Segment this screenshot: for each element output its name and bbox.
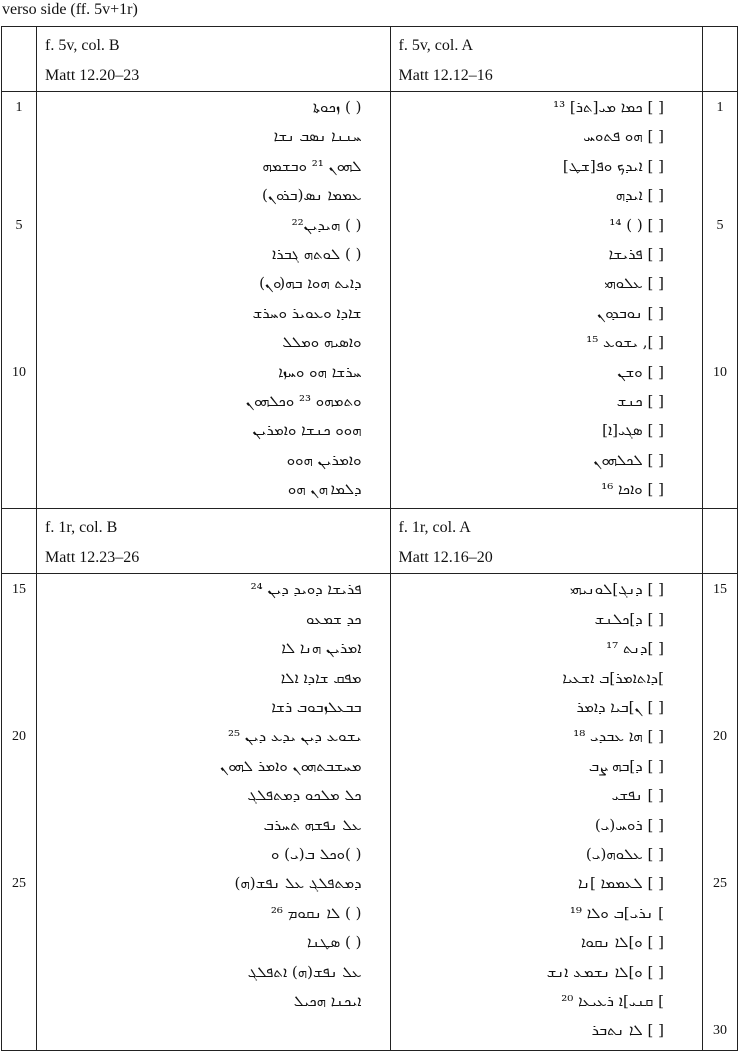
line-number: 1 — [15, 100, 23, 115]
passage-label: Matt 12.20–23 — [45, 67, 140, 84]
line-number: 25 — [12, 876, 27, 892]
folio-label: f. 1r, col. B — [45, 519, 118, 537]
manuscript-line: ܘܐܣܝܗ ܘܡܠܠ — [282, 333, 362, 352]
manuscript-line: ܥܡܡܐ ܢܣ(ܒܪܘܢ) — [261, 186, 362, 205]
manuscript-line: ܥܠ ܢܦܫܗ ܬܚܪܒ — [263, 815, 362, 834]
manuscript-line: ܘܬܡܗܘ ²³ ܘܟܠܗܘܢ — [245, 391, 362, 410]
manuscript-line: ¹⁸ ܗܐ ܥܒܕܝ [ ] — [573, 727, 664, 746]
line-number: 20 — [712, 729, 727, 745]
line-number — [703, 693, 737, 722]
line-number — [703, 240, 737, 269]
manuscript-line: ²⁰ ܩܢܝ]ܐ ܪܥܝܥܐ [ — [561, 991, 664, 1010]
passage-label: Matt 12.12–16 — [398, 67, 493, 84]
line-number — [2, 122, 36, 151]
manuscript-line: ܦܪܝܫܐ [ ] — [608, 244, 664, 263]
manuscript-line: ܕܠܡܐ ܗܢ ܗܘ — [287, 480, 362, 499]
manuscript-line: ²⁵ ܝܫܘܥ ܕܝܢ ܝܕܥ ܕܝܢ — [228, 727, 362, 746]
manuscript-line: ܟܕ ܫܡܥܘ — [306, 609, 362, 628]
manuscript-line: ܠܥܡܡܐ ]ܢܐ [ ] — [578, 874, 664, 893]
manuscript-line: ²²ܗܝܕܝܢ ( ) — [291, 215, 362, 234]
manuscript-line: ܘܐܡܪܝܢ ܗܘܘ — [286, 450, 362, 469]
manuscript-line: ܟܢܫ [ ] — [616, 391, 664, 410]
line-number: 1 — [716, 100, 724, 115]
line-number — [2, 958, 36, 987]
manuscript-line: ²⁴ ܦܪܝܫܐ ܕܘܝܕ ܕܝܢ — [250, 580, 362, 599]
manuscript-line: ܘܫܢ [ ] — [617, 362, 664, 381]
line-number — [703, 475, 737, 504]
colA-header-top — [390, 27, 702, 92]
colB-header-top — [37, 27, 390, 92]
manuscript-line: ܟܠ ܡܠܟܘ ܕܡܬܦܠܓ — [247, 786, 362, 805]
manuscript-line: ܠܐ ܢܬܒܪ [ ] — [591, 1021, 664, 1040]
passage-label: Matt 12.16–20 — [398, 549, 493, 567]
line-number — [703, 605, 737, 634]
manuscript-line: ¹⁹ ܢܪܝ]ܒ ܘܠܐ [ — [569, 903, 664, 922]
line-number — [703, 987, 737, 1016]
colA-header-bottom — [390, 509, 702, 574]
colB-text-top — [37, 92, 390, 509]
line-number — [2, 152, 36, 181]
manuscript-line: ܐܝܟܢܐ ܗܟܝܠ — [293, 991, 362, 1010]
linenum-header-right — [702, 27, 737, 92]
line-number — [703, 752, 737, 781]
header-row-top — [2, 27, 738, 92]
colB-text-bottom — [37, 574, 390, 1050]
manuscript-line: ܥܠܘܗܝ [ ] — [604, 274, 664, 293]
line-number — [2, 899, 36, 928]
line-number — [2, 840, 36, 869]
line-number — [2, 328, 36, 357]
manuscript-line: ܢܘܒܕܘܢ [ ] — [597, 303, 664, 322]
manuscript-line: ²⁶ ܠܐ ܢܩܘܡ ( ) — [270, 903, 362, 922]
page-caption: verso side (ff. 5v+1r) — [2, 1, 138, 18]
manuscript-line: ܟܡܐ ܡܝ[ܬܪ] ¹³ [ ] — [553, 98, 664, 116]
manuscript-line: ܥܠ ܢܦܫ(ܗ) ܐܬܦܠܓ — [247, 962, 362, 981]
line-number — [2, 693, 36, 722]
manuscript-line: ܠܘܬܗ ܓܒܪܐ ( ) — [272, 244, 362, 263]
line-number — [2, 181, 36, 210]
line-number — [703, 152, 737, 181]
manuscript-line: ܠܟܠܗܘܢ [ ] — [593, 450, 664, 469]
line-number — [2, 446, 36, 475]
line-number: 15 — [712, 582, 727, 598]
linenum-header-left — [2, 509, 37, 574]
manuscript-line: ¹⁶ ܘܐܟܐ [ ] — [601, 480, 664, 499]
line-number: 20 — [12, 729, 27, 745]
line-number: 15 — [12, 582, 27, 598]
line-number — [703, 958, 737, 987]
manuscript-line: ܕܡܬܦܠܓ ܥܠ ܢܦܫ(ܗ) — [234, 874, 362, 893]
manuscript-line: ܥܠܘܗ(ܝ) [ ] — [585, 844, 664, 863]
line-number — [2, 475, 36, 504]
line-number — [2, 811, 36, 840]
folio-label: f. 5v, col. B — [45, 37, 120, 54]
manuscript-line: ܪܘܚ(ܝ) [ ] — [594, 815, 664, 834]
body-row-bottom — [2, 574, 738, 1050]
line-number: 30 — [712, 1023, 727, 1039]
manuscript-line: ܐܝܕܗ [ ] — [615, 186, 664, 205]
line-number — [703, 840, 737, 869]
manuscript-line: ܐܡܪܝܢ ܗܢܐ ܠܐ — [281, 639, 362, 658]
line-number — [703, 387, 737, 416]
line-number — [703, 299, 737, 328]
manuscript-line: ¹⁴ ( ) [ ] — [609, 215, 664, 234]
manuscript-line: ܙܟܘܬܐ ( ) — [312, 98, 362, 116]
passage-label: Matt 12.23–26 — [45, 549, 140, 567]
line-number: 5 — [716, 217, 724, 233]
line-number — [703, 928, 737, 957]
line-numbers-right — [702, 92, 737, 509]
line-number — [2, 634, 36, 663]
manuscript-line: ܕ]ܒܗ ܨܒ [ ] — [588, 756, 664, 775]
line-number — [2, 387, 36, 416]
manuscript-line: ܘܟܠ ܒ(ܝ) ܘ( ) — [271, 844, 362, 863]
line-number: 10 — [12, 364, 27, 380]
folio-label: f. 1r, col. A — [398, 519, 471, 537]
line-number — [703, 811, 737, 840]
manuscript-line: ܚܪܫܐ ܗܘ ܘܚܙܐ — [278, 362, 362, 381]
line-number — [2, 299, 36, 328]
manuscript-table — [1, 26, 738, 1051]
line-numbers-left — [2, 92, 37, 509]
manuscript-line: ܐܝܕܟ ܘܦ[ܫܛ] [ ] — [562, 156, 664, 175]
manuscript-line: ܒܒܥܠܙܒܘܒ ܪܫܐ — [271, 698, 362, 717]
line-number — [703, 446, 737, 475]
manuscript-line: ܗܘܘ ܟܢܫܐ ܘܐܡܪܝܢ — [252, 421, 362, 440]
line-numbers-right — [702, 574, 737, 1050]
manuscript-line: ¹⁷ ܕܢܬ[ ] — [606, 639, 664, 658]
line-number: 10 — [712, 364, 727, 380]
line-number — [2, 240, 36, 269]
line-number — [2, 752, 36, 781]
manuscript-line: ܣܛܢܐ ( ) — [307, 933, 362, 952]
linenum-header-left — [2, 27, 37, 92]
colA-text-top — [390, 92, 702, 509]
manuscript-line: ܕܐܬܐܡܪ]ܒ ܐܫܥܝܐ[ — [562, 668, 664, 687]
manuscript-line: ܡܦܩ ܫܐܕܐ ܐܠܐ — [280, 668, 362, 687]
line-number — [703, 899, 737, 928]
line-number — [2, 416, 36, 445]
line-number — [703, 181, 737, 210]
line-number: 25 — [712, 876, 727, 892]
manuscript-line: ܘ]ܠܐ ܢܩܘܐ [ ] — [581, 933, 664, 952]
manuscript-line: ¹⁵ ܝܫܘܥ ,[ ] — [586, 333, 664, 352]
line-number — [703, 634, 737, 663]
line-number — [703, 781, 737, 810]
colB-header-bottom — [37, 509, 390, 574]
line-number — [2, 987, 36, 1016]
manuscript-line: ܢܦܫܝ [ ] — [611, 786, 664, 805]
line-number — [703, 122, 737, 151]
header-row-bottom — [2, 509, 738, 574]
folio-label: f. 5v, col. A — [398, 37, 474, 54]
line-number — [703, 269, 737, 298]
linenum-header-right — [702, 509, 737, 574]
manuscript-line: ܠܗܘܢ ²¹ ܘܒܫܡܗ — [262, 156, 362, 175]
manuscript-line: ܫܐܕܐ ܘܥܘܝܪ ܘܚܪܫ — [252, 303, 362, 322]
line-number: 5 — [15, 217, 23, 233]
line-number — [703, 664, 737, 693]
manuscript-line: ܕܢܓ]ܠܘܢܝܗܝ [ ] — [570, 580, 664, 599]
line-numbers-left — [2, 574, 37, 1050]
line-number — [2, 781, 36, 810]
manuscript-line: ܢ]ܒܝܐ ܕܐܡܪ [ ] — [576, 698, 664, 717]
line-number — [2, 664, 36, 693]
line-number — [2, 928, 36, 957]
manuscript-line: ܡܚܫܒܬܗܘܢ ܘܐܡܪ ܠܗܘܢ — [220, 756, 362, 775]
manuscript-line: ܕܐܝܬ ܗܘܐ ܒܗ(ܘܢ) — [259, 274, 362, 293]
manuscript-line: ܗܘ ܦܬܘܚ [ ] — [583, 127, 664, 146]
manuscript-line: ܘ]ܠܐ ܢܫܡܥ ܐܢܫ [ ] — [546, 962, 664, 981]
colA-text-bottom — [390, 574, 702, 1050]
manuscript-line: ܣܓܝ[ܐ] [ ] — [602, 421, 664, 440]
line-number — [2, 269, 36, 298]
line-number — [703, 328, 737, 357]
manuscript-line: ܕ]ܟܠܢܫ [ ] — [594, 609, 664, 628]
line-number — [2, 605, 36, 634]
manuscript-line: ܚܢܢܐ ܢܣܒ ܢܫܐ — [273, 127, 362, 146]
line-number — [703, 416, 737, 445]
body-row-top — [2, 92, 738, 509]
